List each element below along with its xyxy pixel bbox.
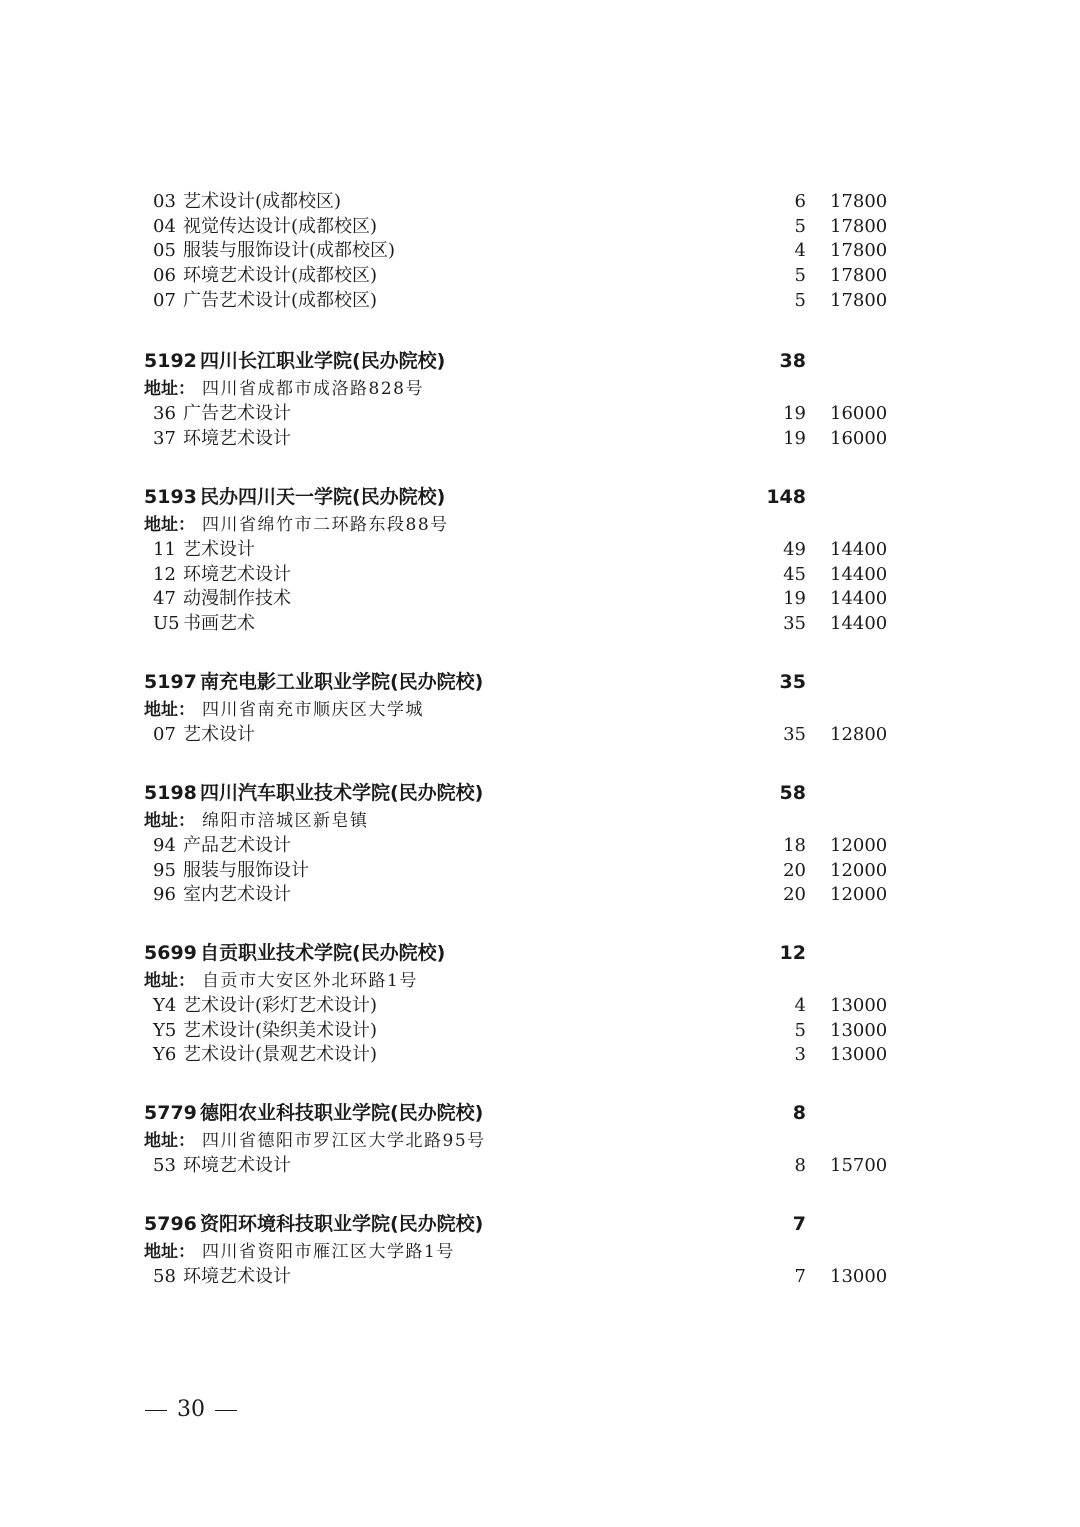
program-name: 动漫制作技术 — [183, 588, 291, 610]
program-fee: 14400 — [830, 613, 888, 635]
program-name: 书画艺术 — [183, 613, 255, 635]
program-name: 艺术设计(彩灯艺术设计) — [183, 995, 378, 1016]
program-name: 环境艺术设计 — [183, 1266, 291, 1287]
program-count: 5 — [794, 215, 806, 237]
program-row — [0, 215, 1080, 240]
school-block — [0, 1098, 1080, 1179]
school-header — [0, 346, 1080, 376]
program-code: 07 — [153, 724, 176, 745]
program-code: 47 — [153, 588, 176, 610]
program-count: 19 — [783, 427, 806, 449]
school-header — [0, 1098, 1080, 1128]
address-label: 地址： — [144, 811, 195, 831]
program-count: 5 — [794, 1019, 806, 1041]
school-block — [0, 667, 1080, 748]
program-row — [0, 402, 1080, 427]
program-fee: 17800 — [830, 265, 888, 287]
program-name: 服装与服饰设计(成都校区) — [183, 240, 396, 262]
program-count: 35 — [783, 724, 806, 745]
school-total: 12 — [779, 942, 806, 964]
program-fee: 12000 — [830, 859, 888, 881]
program-row — [0, 587, 1080, 612]
school-name: 四川汽车职业技术学院(民办院校) — [200, 782, 484, 804]
page-number: 30 — [177, 1397, 205, 1422]
program-row — [0, 859, 1080, 884]
school-name: 南充电影工业职业学院(民办院校) — [200, 671, 484, 693]
program-fee: 13000 — [830, 1019, 888, 1041]
program-code: 03 — [153, 191, 176, 212]
program-name: 服装与服饰设计 — [183, 859, 309, 881]
program-count: 5 — [794, 265, 806, 287]
program-count: 49 — [783, 539, 806, 560]
program-name: 广告艺术设计 — [183, 403, 291, 424]
program-fee: 13000 — [830, 995, 888, 1016]
program-row — [0, 612, 1080, 637]
program-code: 96 — [153, 884, 176, 906]
program-count: 45 — [783, 563, 806, 585]
school-total: 38 — [779, 350, 806, 372]
school-name: 四川长江职业学院(民办院校) — [200, 350, 446, 372]
program-row — [0, 563, 1080, 588]
program-fee: 14400 — [830, 588, 888, 610]
school-block — [0, 1209, 1080, 1290]
program-name: 环境艺术设计 — [183, 563, 291, 585]
program-name: 环境艺术设计 — [183, 1155, 291, 1176]
program-count: 5 — [794, 289, 806, 311]
program-code: Y5 — [153, 1019, 177, 1041]
program-name: 环境艺术设计(成都校区) — [183, 265, 378, 287]
program-row — [0, 1043, 1080, 1068]
program-code: 58 — [153, 1266, 176, 1287]
school-code: 5699 — [144, 942, 197, 964]
address-text: 自贡市大安区外北环路1号 — [202, 971, 418, 991]
program-code: 05 — [153, 240, 176, 262]
address-text: 四川省南充市顺庆区大学城 — [202, 700, 424, 720]
address-text: 四川省绵竹市二环路东段88号 — [202, 515, 449, 535]
school-address — [0, 376, 1080, 402]
program-count: 20 — [783, 859, 806, 881]
school-block — [0, 778, 1080, 908]
footer-dash-left — [145, 1410, 167, 1411]
footer-dash-right — [215, 1410, 237, 1411]
program-row — [0, 1265, 1080, 1290]
program-name: 广告艺术设计(成都校区) — [183, 289, 378, 311]
program-row — [0, 834, 1080, 859]
program-row — [0, 427, 1080, 452]
program-name: 艺术设计 — [183, 539, 255, 560]
program-name: 视觉传达设计(成都校区) — [183, 215, 378, 237]
program-count: 4 — [794, 995, 806, 1016]
program-fee: 17800 — [830, 191, 888, 212]
program-row — [0, 723, 1080, 748]
program-row — [0, 264, 1080, 289]
program-fee: 16000 — [830, 403, 888, 424]
program-code: Y6 — [153, 1044, 177, 1066]
address-label: 地址： — [144, 1242, 195, 1262]
school-address — [0, 697, 1080, 723]
program-code: 53 — [153, 1155, 176, 1176]
program-count: 18 — [783, 835, 806, 856]
program-fee: 15700 — [830, 1155, 888, 1176]
school-header — [0, 1209, 1080, 1239]
program-name: 艺术设计(成都校区) — [183, 191, 342, 212]
school-name: 民办四川天一学院(民办院校) — [200, 486, 446, 508]
school-address — [0, 968, 1080, 994]
program-fee: 16000 — [830, 427, 888, 449]
address-text: 四川省成都市成洛路828号 — [202, 379, 424, 399]
program-code: Y4 — [153, 995, 177, 1016]
program-name: 艺术设计(染织美术设计) — [183, 1019, 378, 1041]
address-label: 地址： — [144, 379, 195, 399]
program-fee: 12800 — [830, 724, 888, 745]
school-code: 5192 — [144, 350, 197, 372]
school-total: 8 — [792, 1102, 806, 1124]
school-block — [0, 346, 1080, 451]
school-code: 5197 — [144, 671, 197, 693]
school-code: 5796 — [144, 1213, 197, 1235]
address-label: 地址： — [144, 1131, 195, 1151]
program-row — [0, 239, 1080, 264]
address-text: 绵阳市涪城区新皂镇 — [202, 811, 369, 831]
school-address — [0, 1239, 1080, 1265]
program-fee: 14400 — [830, 563, 888, 585]
school-address — [0, 512, 1080, 538]
program-count: 35 — [783, 613, 806, 635]
program-code: 37 — [153, 427, 176, 449]
school-header — [0, 482, 1080, 512]
program-row — [0, 1154, 1080, 1179]
program-code: 36 — [153, 403, 176, 424]
program-count: 19 — [783, 588, 806, 610]
page-number-footer — [145, 1395, 237, 1425]
school-total: 58 — [779, 782, 806, 804]
school-total: 35 — [779, 671, 806, 693]
school-address — [0, 808, 1080, 834]
school-block — [0, 938, 1080, 1068]
school-code: 5193 — [144, 486, 197, 508]
program-count: 7 — [794, 1266, 806, 1287]
school-header — [0, 778, 1080, 808]
program-name: 室内艺术设计 — [183, 884, 291, 906]
program-count: 6 — [794, 191, 806, 212]
continued-program-list — [0, 190, 1080, 313]
program-fee: 13000 — [830, 1266, 888, 1287]
program-row — [0, 1019, 1080, 1044]
program-code: 07 — [153, 289, 176, 311]
program-row — [0, 538, 1080, 563]
program-fee: 17800 — [830, 289, 888, 311]
program-count: 3 — [794, 1044, 806, 1066]
program-code: 04 — [153, 215, 176, 237]
school-header — [0, 667, 1080, 697]
program-count: 20 — [783, 884, 806, 906]
program-name: 艺术设计(景观艺术设计) — [183, 1044, 378, 1066]
school-header — [0, 938, 1080, 968]
program-fee: 17800 — [830, 215, 888, 237]
school-code: 5779 — [144, 1102, 197, 1124]
school-total: 7 — [792, 1213, 806, 1235]
address-label: 地址： — [144, 971, 195, 991]
program-name: 环境艺术设计 — [183, 427, 291, 449]
program-code: 12 — [153, 563, 176, 585]
program-row — [0, 289, 1080, 314]
program-code: U5 — [153, 613, 180, 635]
program-fee: 12000 — [830, 835, 888, 856]
address-text: 四川省德阳市罗江区大学北路95号 — [202, 1131, 486, 1151]
program-code: 95 — [153, 859, 176, 881]
school-name: 德阳农业科技职业学院(民办院校) — [200, 1102, 484, 1124]
school-name: 资阳环境科技职业学院(民办院校) — [200, 1213, 484, 1235]
program-count: 4 — [794, 240, 806, 262]
school-total: 148 — [766, 486, 806, 508]
program-row — [0, 994, 1080, 1019]
school-address — [0, 1128, 1080, 1154]
address-label: 地址： — [144, 700, 195, 720]
address-label: 地址： — [144, 515, 195, 535]
program-name: 艺术设计 — [183, 724, 255, 745]
program-row — [0, 190, 1080, 215]
program-code: 11 — [153, 539, 176, 560]
program-fee: 14400 — [830, 539, 888, 560]
program-code: 94 — [153, 835, 176, 856]
program-count: 8 — [794, 1155, 806, 1176]
program-code: 06 — [153, 265, 176, 287]
program-row — [0, 883, 1080, 908]
program-fee: 17800 — [830, 240, 888, 262]
address-text: 四川省资阳市雁江区大学路1号 — [202, 1242, 455, 1262]
program-fee: 13000 — [830, 1044, 888, 1066]
program-name: 产品艺术设计 — [183, 835, 291, 856]
school-block — [0, 482, 1080, 637]
program-fee: 12000 — [830, 884, 888, 906]
school-code: 5198 — [144, 782, 197, 804]
school-name: 自贡职业技术学院(民办院校) — [200, 942, 446, 964]
program-count: 19 — [783, 403, 806, 424]
